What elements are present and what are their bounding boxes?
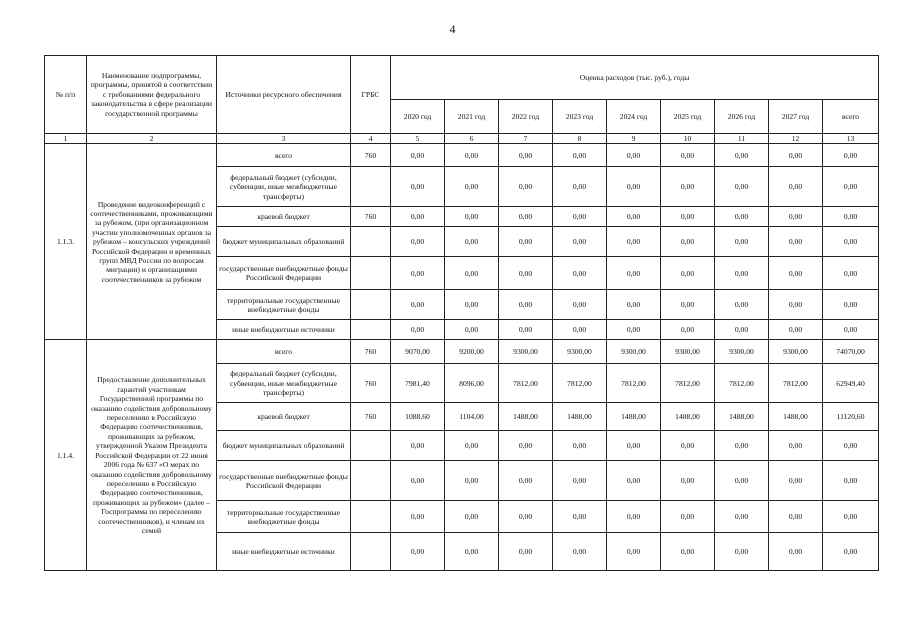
amount-cell: 0,00	[391, 501, 445, 533]
amount-cell: 0,00	[661, 167, 715, 207]
year-header: 2026 год	[715, 100, 769, 134]
amount-cell: 0,00	[553, 290, 607, 320]
header-name: Наименование подпрограммы, программы, принятой в соответствии с требованиями федерального законодательства в сфере реализации государственной программы	[87, 56, 217, 134]
amount-cell: 0,00	[391, 207, 445, 227]
column-number: 3	[217, 134, 351, 144]
amount-cell: 1488,00	[607, 403, 661, 431]
column-number: 12	[769, 134, 823, 144]
grbs-code: 760	[351, 403, 391, 431]
amount-cell: 0,00	[715, 144, 769, 167]
grbs-code	[351, 533, 391, 571]
funding-source: федеральный бюджет (субсидии, субвенции, иные межбюджетные трансферты)	[217, 167, 351, 207]
amount-cell: 0,00	[391, 431, 445, 461]
amount-cell: 0,00	[499, 167, 553, 207]
column-number: 2	[87, 134, 217, 144]
column-number: 8	[553, 134, 607, 144]
amount-cell: 0,00	[445, 257, 499, 290]
amount-cell: 0,00	[715, 431, 769, 461]
amount-cell: 0,00	[769, 290, 823, 320]
amount-cell: 0,00	[823, 461, 879, 501]
amount-cell: 9300,00	[499, 340, 553, 364]
grbs-code	[351, 227, 391, 257]
amount-cell: 0,00	[499, 207, 553, 227]
amount-cell: 0,00	[553, 501, 607, 533]
amount-cell: 0,00	[553, 144, 607, 167]
amount-cell: 9300,00	[769, 340, 823, 364]
amount-cell: 9300,00	[661, 340, 715, 364]
amount-cell: 0,00	[553, 533, 607, 571]
amount-cell: 1488,00	[769, 403, 823, 431]
amount-cell: 0,00	[391, 257, 445, 290]
amount-cell: 7981,40	[391, 364, 445, 403]
amount-cell: 0,00	[715, 207, 769, 227]
header-grbs: ГРБС	[351, 56, 391, 134]
amount-cell: 0,00	[607, 501, 661, 533]
amount-cell: 0,00	[769, 227, 823, 257]
amount-cell: 1488,00	[715, 403, 769, 431]
amount-cell: 0,00	[823, 257, 879, 290]
grbs-code	[351, 501, 391, 533]
amount-cell: 0,00	[445, 144, 499, 167]
amount-cell: 0,00	[445, 167, 499, 207]
amount-cell: 0,00	[715, 461, 769, 501]
column-number: 1	[45, 134, 87, 144]
amount-cell: 0,00	[445, 431, 499, 461]
header-num: № п/п	[45, 56, 87, 134]
year-header: 2020 год	[391, 100, 445, 134]
grbs-code	[351, 431, 391, 461]
amount-cell: 7812,00	[769, 364, 823, 403]
amount-cell: 0,00	[607, 167, 661, 207]
amount-cell: 0,00	[661, 461, 715, 501]
amount-cell: 0,00	[823, 290, 879, 320]
amount-cell: 0,00	[391, 167, 445, 207]
amount-cell: 0,00	[499, 431, 553, 461]
amount-cell: 0,00	[445, 533, 499, 571]
amount-cell: 9300,00	[553, 340, 607, 364]
amount-cell: 0,00	[553, 461, 607, 501]
amount-cell: 7812,00	[715, 364, 769, 403]
activity-name: Предоставление дополнительных гарантий участникам Государственной программы по оказанию содействия добровольному переселению в Российскую Федерацию соотечественников, проживающих за рубежом, утвержденной Указом Президента Российской Федерации от 22 июня 2006 года № 637 «О мерах по оказанию содействия добровольному переселению в Российскую Федерацию соотечественников, проживающих за рубежом» (далее – Госпрограмма по переселению соотечественников), и членам их семей	[87, 340, 217, 571]
amount-cell: 7812,00	[499, 364, 553, 403]
amount-cell: 0,00	[499, 144, 553, 167]
grbs-code	[351, 167, 391, 207]
funding-source: иные внебюджетные источники	[217, 533, 351, 571]
amount-cell: 0,00	[607, 431, 661, 461]
amount-cell: 0,00	[499, 501, 553, 533]
grbs-code: 760	[351, 364, 391, 403]
grbs-code	[351, 257, 391, 290]
amount-cell: 0,00	[823, 431, 879, 461]
amount-cell: 0,00	[607, 144, 661, 167]
funding-source: федеральный бюджет (субсидии, субвенции, иные межбюджетные трансферты)	[217, 364, 351, 403]
amount-cell: 0,00	[553, 167, 607, 207]
amount-cell: 9300,00	[715, 340, 769, 364]
year-header: 2023 год	[553, 100, 607, 134]
header-sources: Источники ресурсного обеспечения	[217, 56, 351, 134]
amount-cell: 7812,00	[607, 364, 661, 403]
amount-cell: 0,00	[661, 207, 715, 227]
funding-source: территориальные государственные внебюджетные фонды	[217, 290, 351, 320]
amount-cell: 8096,00	[445, 364, 499, 403]
amount-cell: 0,00	[661, 227, 715, 257]
funding-source: бюджет муниципальных образований	[217, 227, 351, 257]
amount-cell: 0,00	[823, 227, 879, 257]
amount-cell: 0,00	[391, 144, 445, 167]
page-number: 4	[449, 22, 456, 36]
amount-cell: 9200,00	[445, 340, 499, 364]
amount-cell: 0,00	[769, 501, 823, 533]
amount-cell: 0,00	[607, 227, 661, 257]
amount-cell: 0,00	[499, 257, 553, 290]
amount-cell: 0,00	[607, 257, 661, 290]
amount-cell: 0,00	[715, 290, 769, 320]
amount-cell: 1104,00	[445, 403, 499, 431]
amount-cell: 0,00	[823, 167, 879, 207]
column-number: 5	[391, 134, 445, 144]
amount-cell: 0,00	[553, 207, 607, 227]
column-number: 7	[499, 134, 553, 144]
amount-cell: 0,00	[607, 461, 661, 501]
funding-source: всего	[217, 144, 351, 167]
amount-cell: 0,00	[769, 431, 823, 461]
amount-cell: 0,00	[553, 320, 607, 340]
amount-cell: 0,00	[661, 533, 715, 571]
amount-cell: 0,00	[445, 501, 499, 533]
grbs-code: 760	[351, 207, 391, 227]
year-header: 2027 год	[769, 100, 823, 134]
amount-cell: 0,00	[445, 207, 499, 227]
amount-cell: 0,00	[823, 533, 879, 571]
row-number: 1.1.3.	[45, 144, 87, 340]
amount-cell: 0,00	[499, 533, 553, 571]
amount-cell: 0,00	[715, 167, 769, 207]
funding-source: государственные внебюджетные фонды Российской Федерации	[217, 257, 351, 290]
funding-source: всего	[217, 340, 351, 364]
amount-cell: 0,00	[823, 320, 879, 340]
amount-cell: 0,00	[499, 320, 553, 340]
amount-cell: 0,00	[769, 167, 823, 207]
amount-cell: 0,00	[445, 227, 499, 257]
amount-cell: 7812,00	[661, 364, 715, 403]
amount-cell: 0,00	[445, 461, 499, 501]
year-header: 2025 год	[661, 100, 715, 134]
amount-cell: 0,00	[607, 320, 661, 340]
amount-cell: 0,00	[445, 290, 499, 320]
amount-cell: 0,00	[715, 257, 769, 290]
amount-cell: 0,00	[553, 431, 607, 461]
amount-cell: 1088,60	[391, 403, 445, 431]
amount-cell: 0,00	[391, 533, 445, 571]
amount-cell: 7812,00	[553, 364, 607, 403]
grbs-code	[351, 320, 391, 340]
year-header: 2021 год	[445, 100, 499, 134]
amount-cell: 0,00	[391, 227, 445, 257]
amount-cell: 0,00	[715, 533, 769, 571]
amount-cell: 9300,00	[607, 340, 661, 364]
amount-cell: 0,00	[769, 533, 823, 571]
amount-cell: 0,00	[823, 501, 879, 533]
year-header: 2024 год	[607, 100, 661, 134]
year-header: 2022 год	[499, 100, 553, 134]
amount-cell: 74070,00	[823, 340, 879, 364]
column-number: 10	[661, 134, 715, 144]
amount-cell: 0,00	[391, 320, 445, 340]
amount-cell: 0,00	[661, 431, 715, 461]
activity-name: Проведение видеоконференций с соотечественниками, проживающими за рубежом, (при организационном участии уполномоченных органов за рубежом – консульских учреждений Российской Федерации и временных групп МВД России по вопросам миграции) и организациями соотечественников за рубежом	[87, 144, 217, 340]
column-number: 4	[351, 134, 391, 144]
amount-cell: 0,00	[391, 461, 445, 501]
amount-cell: 62949,40	[823, 364, 879, 403]
amount-cell: 0,00	[391, 290, 445, 320]
amount-cell: 11120,60	[823, 403, 879, 431]
grbs-code: 760	[351, 340, 391, 364]
year-header: всего	[823, 100, 879, 134]
amount-cell: 0,00	[661, 257, 715, 290]
amount-cell: 0,00	[499, 290, 553, 320]
amount-cell: 0,00	[499, 461, 553, 501]
column-number: 9	[607, 134, 661, 144]
amount-cell: 0,00	[661, 290, 715, 320]
amount-cell: 0,00	[769, 207, 823, 227]
expense-table	[44, 55, 879, 571]
amount-cell: 9070,00	[391, 340, 445, 364]
amount-cell: 0,00	[661, 320, 715, 340]
grbs-code	[351, 461, 391, 501]
column-number: 6	[445, 134, 499, 144]
grbs-code: 760	[351, 144, 391, 167]
funding-source: бюджет муниципальных образований	[217, 431, 351, 461]
amount-cell: 0,00	[607, 207, 661, 227]
amount-cell: 0,00	[769, 320, 823, 340]
amount-cell: 0,00	[553, 227, 607, 257]
funding-source: территориальные государственные внебюджетные фонды	[217, 501, 351, 533]
funding-source: краевой бюджет	[217, 403, 351, 431]
amount-cell: 0,00	[769, 461, 823, 501]
table-row	[45, 340, 879, 364]
amount-cell: 0,00	[661, 144, 715, 167]
amount-cell: 0,00	[661, 501, 715, 533]
amount-cell: 0,00	[607, 290, 661, 320]
amount-cell: 1488,00	[553, 403, 607, 431]
amount-cell: 1488,00	[661, 403, 715, 431]
amount-cell: 0,00	[715, 501, 769, 533]
amount-cell: 0,00	[823, 207, 879, 227]
column-number: 13	[823, 134, 879, 144]
column-number: 11	[715, 134, 769, 144]
amount-cell: 0,00	[607, 533, 661, 571]
amount-cell: 0,00	[823, 144, 879, 167]
amount-cell: 0,00	[769, 257, 823, 290]
amount-cell: 0,00	[553, 257, 607, 290]
funding-source: иные внебюджетные источники	[217, 320, 351, 340]
table-row	[45, 144, 879, 167]
row-number: 1.1.4.	[45, 340, 87, 571]
amount-cell: 1488,00	[499, 403, 553, 431]
header-estimate: Оценка расходов (тыс. руб.), годы	[391, 56, 879, 100]
funding-source: государственные внебюджетные фонды Российской Федерации	[217, 461, 351, 501]
amount-cell: 0,00	[715, 227, 769, 257]
amount-cell: 0,00	[499, 227, 553, 257]
grbs-code	[351, 290, 391, 320]
amount-cell: 0,00	[769, 144, 823, 167]
funding-source: краевой бюджет	[217, 207, 351, 227]
amount-cell: 0,00	[715, 320, 769, 340]
amount-cell: 0,00	[445, 320, 499, 340]
